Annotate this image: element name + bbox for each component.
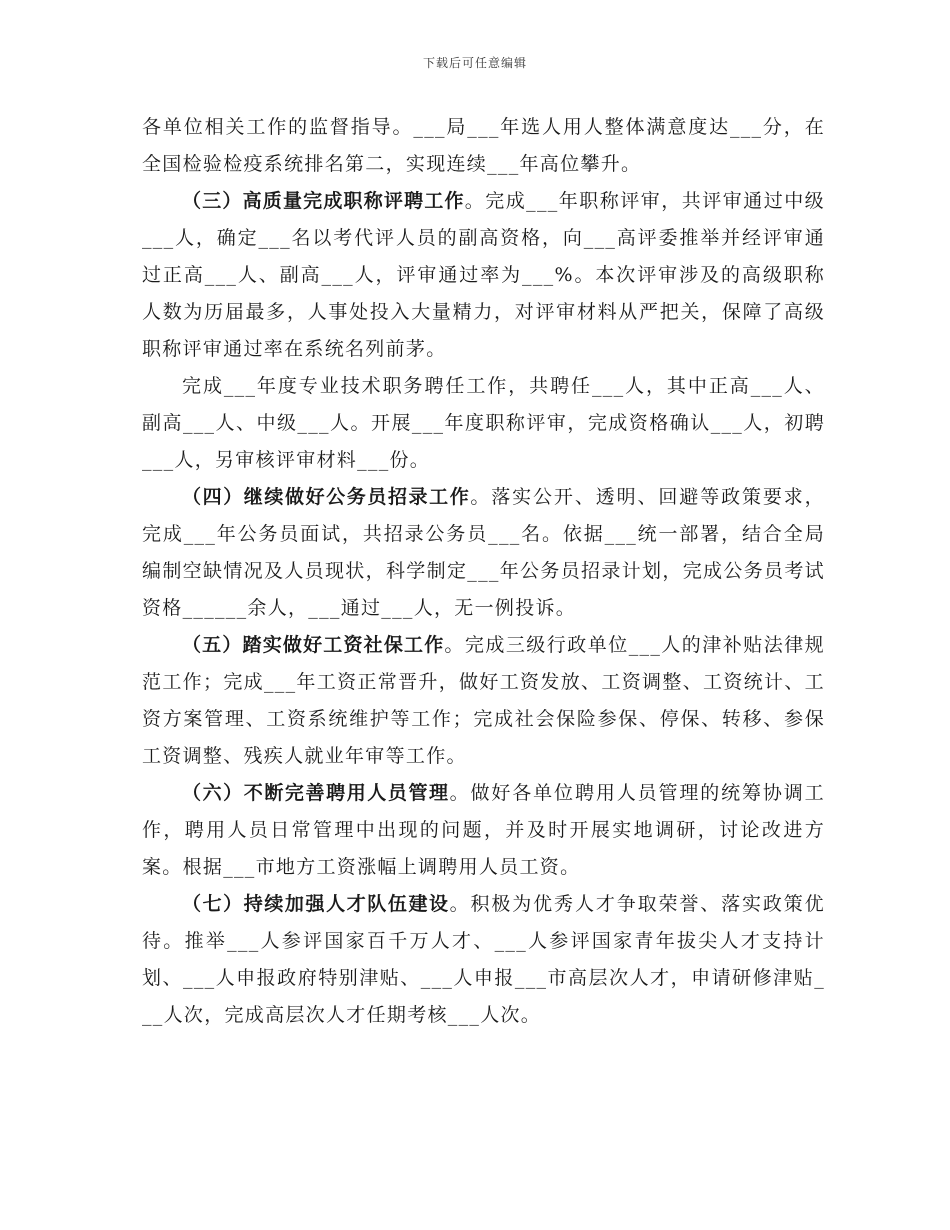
paragraph-text: 各单位相关工作的监督指导。___局___年选人用人整体满意度达___分，在全国检验检疫系统排名第二，实现连续___年高位攀升。 — [142, 116, 825, 175]
section-heading: （三）高质量完成职称评聘工作 — [182, 190, 465, 212]
paragraph-text: 完成___年度专业技术职务聘任工作，共聘任___人，其中正高___人、副高___人、中级___人。开展___年度职称评审，完成资格确认___人，初聘___人，另审核评审材料___份。 — [142, 375, 825, 471]
paragraph-appointment — [142, 368, 825, 479]
section-heading: （四）继续做好公务员招录工作 — [182, 486, 471, 508]
paragraph-civil-servant-recruitment — [142, 479, 825, 627]
paragraph-salary-social-security — [142, 627, 825, 775]
paragraph-text: 。积极为优秀人才争取荣誉、落实政策优待。推举___人参评国家百千万人才、___人参评国家青年拔尖人才支持计划、___人申报政府特别津贴、___人申报___市高层次人才，申请研修津贴___人次，完成高层次人才任期考核___人次。 — [142, 893, 825, 1026]
section-heading: （七）持续加强人才队伍建设 — [182, 893, 450, 915]
paragraph-text: 。完成三级行政单位___人的津补贴法律规范工作；完成___年工资正常晋升，做好工资发放、工资调整、工资统计、工资方案管理、工资系统维护等工作；完成社会保险参保、停保、转移、参保工资调整、残疾人就业年审等工作。 — [142, 634, 825, 767]
paragraph-text: 。做好各单位聘用人员管理的统筹协调工作，聘用人员日常管理中出现的问题，并及时开展实地调研，讨论改进方案。根据___市地方工资涨幅上调聘用人员工资。 — [142, 782, 825, 878]
paragraph-text: 。完成___年职称评审，共评审通过中级___人，确定___名以考代评人员的副高资格，向___高评委推举并经评审通过正高___人、副高___人，评审通过率为___%。本次评审涉及的高级职称人数为历届最多，人事处投入大量精力，对评审材料从严把关，保障了高级职称评审通过率在系统名列前茅。 — [142, 190, 825, 360]
paragraph-continuation — [142, 109, 825, 183]
document-body — [142, 109, 825, 1034]
paragraph-text: 。落实公开、透明、回避等政策要求，完成___年公务员面试，共招录公务员___名。依据___统一部署，结合全局编制空缺情况及人员现状，科学制定___年公务员招录计划，完成公务员考试资格______余人，___通过___人，无一例投诉。 — [142, 486, 825, 619]
paragraph-title-evaluation — [142, 183, 825, 368]
page-header: 下载后可任意编辑 — [422, 56, 527, 70]
section-heading: （五）踏实做好工资社保工作 — [182, 634, 445, 656]
paragraph-talent-team — [142, 886, 825, 1034]
section-heading: （六）不断完善聘用人员管理 — [182, 782, 450, 804]
paragraph-contract-staff — [142, 775, 825, 886]
